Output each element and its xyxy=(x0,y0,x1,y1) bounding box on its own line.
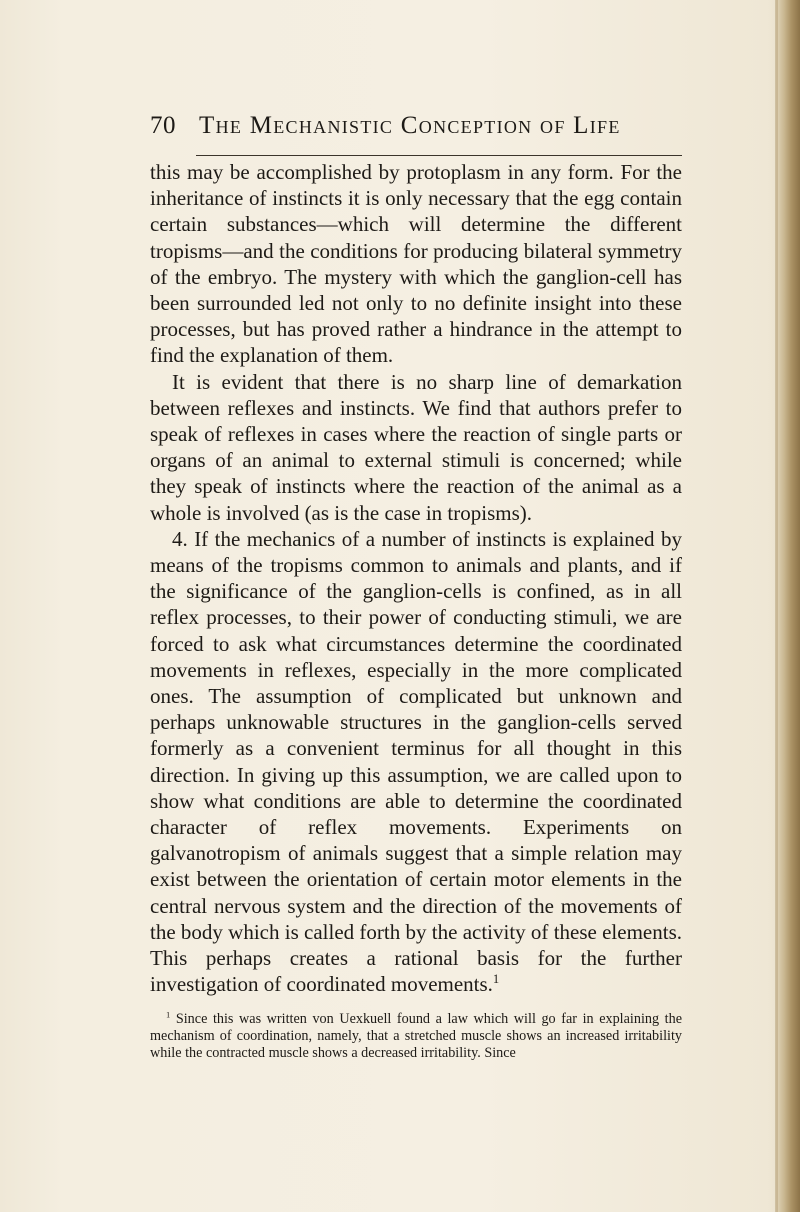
header-rule xyxy=(196,155,682,156)
running-title: The Mechanistic Conception of Life xyxy=(199,112,621,139)
paragraph-2: It is evident that there is no sharp line of demarkation between reflexes and instincts. We find that authors prefer to speak of reflexes in cases where the reaction of single parts or organs of an animal to external stimuli is concerned; while they speak of instincts where the reaction of the animal as a whole is involved (as is the case in tropisms). xyxy=(150,369,682,525)
footnote xyxy=(150,1011,682,1062)
page-edge-line xyxy=(775,0,778,1212)
page-number: 70 xyxy=(150,112,176,139)
footnote-marker: 1 xyxy=(166,1009,171,1020)
paragraph-1: this may be accomplished by protoplasm in any form. For the inheritance of instincts it is only necessary that the egg contain certain substances—which will determine the different tropisms—and the conditions for producing bilateral symmetry of the embryo. The mystery with which the ganglion-cell has been surrounded led not only to no definite insight into these processes, but has proved rather a hindrance in the attempt to find the explanation of them. xyxy=(150,160,682,368)
paragraph-3 xyxy=(150,526,682,998)
running-header xyxy=(150,112,710,146)
page-edge-shadow xyxy=(776,0,800,1212)
paragraph-3-text: 4. If the mechanics of a number of instincts is explained by means of the tropisms common to animals and plants, and if the significance of the ganglion-cells is confined, as in all reflex processes, to their power of conducting stimuli, we are forced to ask what circumstances determine the coordinated movements in reflexes, especially in the more complicated ones. The assumption of complicated but unknown and perhaps unknowable structures in the ganglion-cells served formerly as a convenient terminus for all thought in this direction. In giving up this assumption, we are called upon to show what conditions are able to determine the coordinated character of reflex movements. Experiments on galvanotropism of animals suggest that a simple relation may exist between the orientation of certain motor elements in the central nervous system and the direction of the movements of the body which is called forth by the activity of these elements. This perhaps creates a rational basis for the further investigation of coordinated movements. xyxy=(150,526,682,997)
footnote-reference: 1 xyxy=(492,972,500,987)
footnote-text: Since this was written von Uexkuell found a law which will go far in explaining the mechanism of coordination, namely, that a stretched muscle shows an increased irritability while the contracted muscle shows a decreased irritability. Since xyxy=(150,1011,683,1061)
body-text xyxy=(150,159,682,998)
